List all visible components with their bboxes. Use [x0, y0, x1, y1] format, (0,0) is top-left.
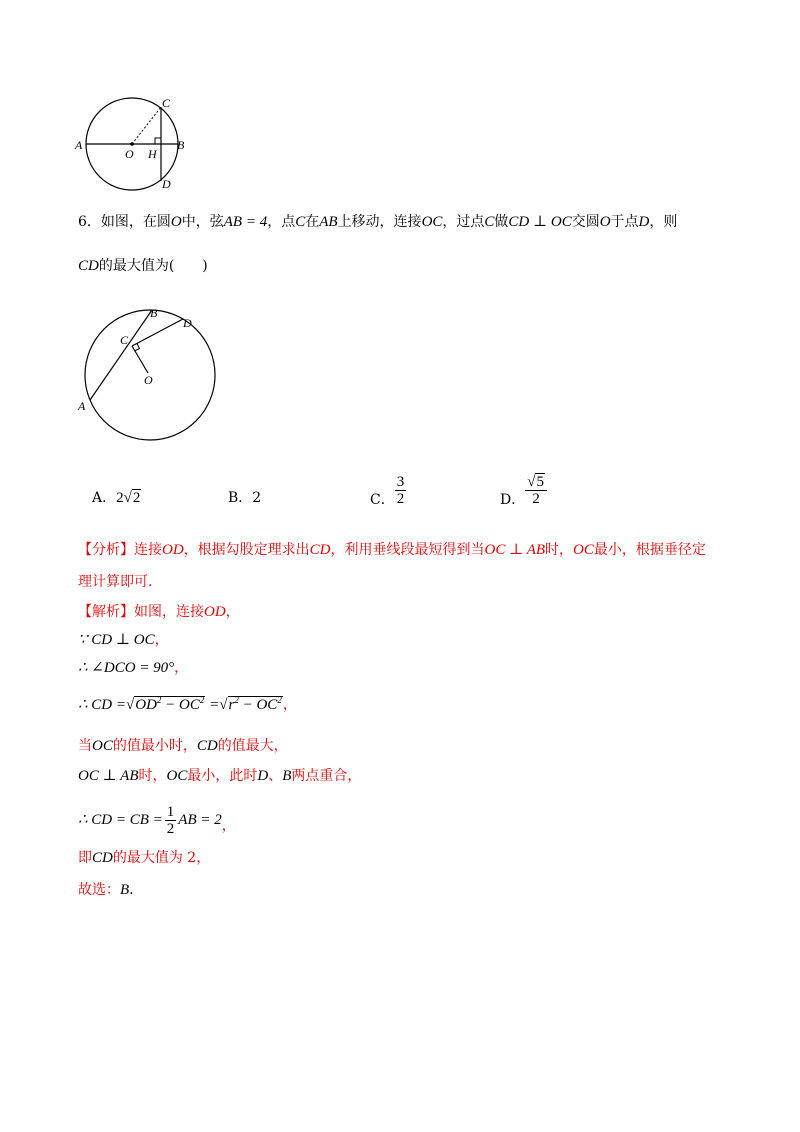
q-math: CD: [78, 258, 99, 274]
q-math: CD ⊥ OC: [508, 214, 572, 230]
option-a[interactable]: A．2√2: [92, 490, 141, 506]
label-c: C: [162, 96, 171, 110]
question-line-2: [78, 256, 208, 276]
label-b: B: [177, 138, 185, 152]
q-math: C: [484, 214, 495, 230]
solution-line-9: 故选：B.: [78, 882, 134, 898]
fraction-sqrt5-over-2: $\frac{√5}{2}$: [525, 474, 547, 507]
label-c: C: [120, 333, 129, 347]
option-d[interactable]: [500, 470, 547, 510]
figure-1-circle: [72, 92, 202, 196]
chord-ab: [90, 310, 152, 400]
q-text: 在: [305, 214, 320, 230]
option-b[interactable]: [228, 488, 261, 508]
analysis-line-1: 【分析】连接OD，根据勾股定理求出CD，利用垂线段最短得到当OC ⊥ AB时，OC最小，根据垂径定: [78, 542, 706, 558]
label-d: D: [162, 177, 171, 191]
figure-2-circle: [70, 300, 220, 450]
label-h: H: [148, 147, 157, 161]
answer-paren: ( ): [168, 258, 208, 274]
label-b: B: [150, 306, 158, 320]
solution-line-4: ∴ CD $=√OD^2 - OC^2 =√r^2 - OC^2$，: [78, 695, 297, 713]
label-a: A: [78, 399, 86, 413]
solution-line-1: 【解析】如图，连接OD，: [78, 604, 240, 620]
option-label: B．: [228, 490, 253, 506]
q-math: AB = 4: [223, 214, 268, 230]
q-text: ，则: [649, 214, 678, 230]
q-text: 交圆: [571, 214, 600, 230]
solution-line-3: ∴ ∠DCO = 90°，: [78, 660, 189, 676]
solution-line-7: ∴ CD = CB = $\frac{1}{2}$ AB = 2 ，: [78, 803, 236, 837]
option-math: 2: [252, 490, 262, 506]
fraction-3-over-2: $\frac{3}{2}$: [396, 473, 405, 507]
label-o: O: [144, 373, 153, 387]
option-label: C．: [370, 492, 395, 508]
analysis-tag: 【分析】: [78, 542, 134, 558]
q-math: AB: [319, 214, 338, 230]
segment-cd: [132, 319, 183, 346]
q-text: ，点: [267, 214, 296, 230]
label-d: D: [183, 316, 192, 330]
segment-oc: [132, 346, 148, 373]
solution-line-6: OC ⊥ AB时，OC最小，此时D、B两点重合，: [78, 768, 362, 784]
option-math: 2: [116, 490, 124, 506]
q-text: 于点: [610, 214, 639, 230]
solution-line-5: 当OC的值最小时，CD的值最大，: [78, 738, 288, 754]
solution-line-8: 即CD的最大值为 2，: [78, 850, 211, 866]
q-math: C: [295, 214, 306, 230]
analysis-line-2: 理计算即可.: [78, 574, 153, 590]
q-text: ，过点: [442, 214, 485, 230]
q-text: 的最大值为: [98, 258, 169, 274]
solution-tag: 【解析】: [78, 604, 134, 620]
option-label: A．: [92, 490, 117, 506]
question-number: 6．: [78, 214, 101, 230]
solution-line-2: ∵ CD ⊥ OC，: [78, 632, 169, 648]
center-point: [130, 142, 134, 146]
option-label: D．: [500, 492, 526, 508]
label-o: O: [125, 147, 134, 161]
q-text: 上移动，连接: [337, 214, 422, 230]
q-math: O: [170, 214, 182, 230]
q-math: O: [599, 214, 611, 230]
option-c[interactable]: [370, 470, 406, 510]
question-line-1: [78, 212, 677, 232]
q-text: 中，弦: [181, 214, 224, 230]
q-text: 如图，在圆: [100, 214, 171, 230]
fraction-one-half: $\frac{1}{2}$: [166, 803, 175, 837]
q-math: OC: [421, 214, 443, 230]
right-angle-mark: [155, 138, 161, 144]
label-a: A: [75, 138, 83, 152]
q-math: D: [638, 214, 650, 230]
q-text: 做: [494, 214, 509, 230]
option-math: 2: [132, 490, 141, 506]
